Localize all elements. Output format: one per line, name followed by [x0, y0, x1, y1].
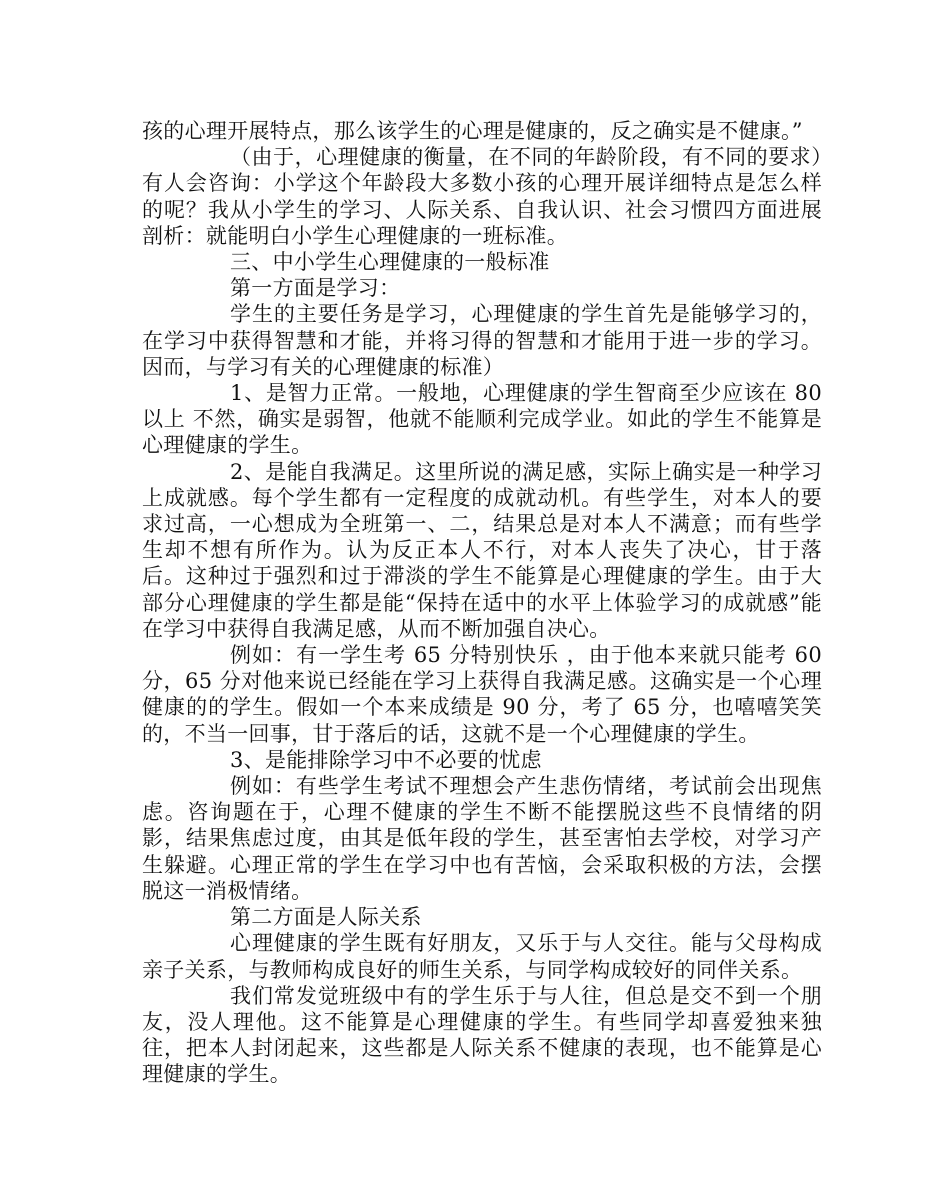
- paragraph-continuation: 孩的心理开展特点，那么该学生的心理是健康的，反之确实是不健康。”: [142, 119, 803, 143]
- paragraph-intelligence: 1、是智力正常。一般地，心理健康的学生智商至少应该在 80 以上 不然，确实是弱智，他就不能顺利完成学业。如此的学生不能算是心理健康的学生。: [142, 381, 822, 458]
- paragraph-social-behavior: 我们常发觉班级中有的学生乐于与人往，但总是交不到一个朋友，没人理他。这不能算是心理健康的学生。有些同学却喜爱独来独往，把本人封闭起来，这些都是人际关系不健康的表现，也不能算是心理健康的学生。: [142, 983, 822, 1087]
- paragraph-self-satisfaction: 2、是能自我满足。这里所说的满足感，实际上确实是一种学习上成就感。每个学生都有一定程度的成就动机。有些学生，对本人的要求过高，一心想成为全班第一、二，结果总是对本人不满意；而有些学生却不想有所作为。认为反正本人不行，对本人丧失了决心，甘于落后。这种过于强烈和过于滞淡的学生不能算是心理健康的学生。由于大部分心理健康的学生都是能“保持在适中的水平上体验学习的成就感”能在学习中获得自我满足感，从而不断加强自决心。: [142, 459, 822, 641]
- section-heading-general-standards: 三、中小学生心理健康的一般标准: [230, 250, 550, 275]
- subheading-learning: 第一方面是学习：: [230, 276, 401, 301]
- paragraph-age-standards: （由于，心理健康的衡量，在不同的年龄阶段，有不同的要求）有人会咨询：小学这个年龄段大多数小孩的心理开展详细特点是怎么样的呢？我从小学生的学习、人际关系、自我认识、社会习惯四方面进展剖析：就能明白小学生心理健康的一班标准。: [142, 145, 822, 248]
- paragraph-learning-task: 学生的主要任务是学习，心理健康的学生首先是能够学习的，在学习中获得智慧和才能，并将习得的智慧和才能用于进一步的学习。因而，与学习有关的心理健康的标准）: [142, 302, 822, 379]
- subheading-remove-worry: 3、是能排除学习中不必要的忧虑: [230, 747, 542, 772]
- paragraph-relationships: 心理健康的学生既有好朋友，又乐于与人交往。能与父母构成亲子关系，与教师构成良好的师生关系，与同学构成较好的同伴关系。: [142, 931, 822, 982]
- document-body: [142, 118, 822, 1088]
- paragraph-example-score: 例如：有一学生考 65 分特别快乐 ，由于他本来就只能考 60 分，65 分对他来说已经能在学习上获得自我满足感。这确实是一个心理健康的的学生。假如一个本来成绩是 90 分，考了 65 分，也嘻嘻笑笑的，不当一回事，甘于落后的话，这就不是一个心理健康的学生。: [142, 643, 822, 746]
- paragraph-example-anxiety: 例如：有些学生考试不理想会产生悲伤情绪，考试前会出现焦虑。咨询题在于，心理不健康的学生不断不能摆脱这些不良情绪的阴影，结果焦虑过度，由其是低年段的学生，甚至害怕去学校，对学习产生躲避。心理正常的学生在学习中也有苦恼，会采取积极的方法，会摆脱这一消极情绪。: [142, 774, 822, 903]
- subheading-relationships: 第二方面是人际关系: [230, 905, 422, 930]
